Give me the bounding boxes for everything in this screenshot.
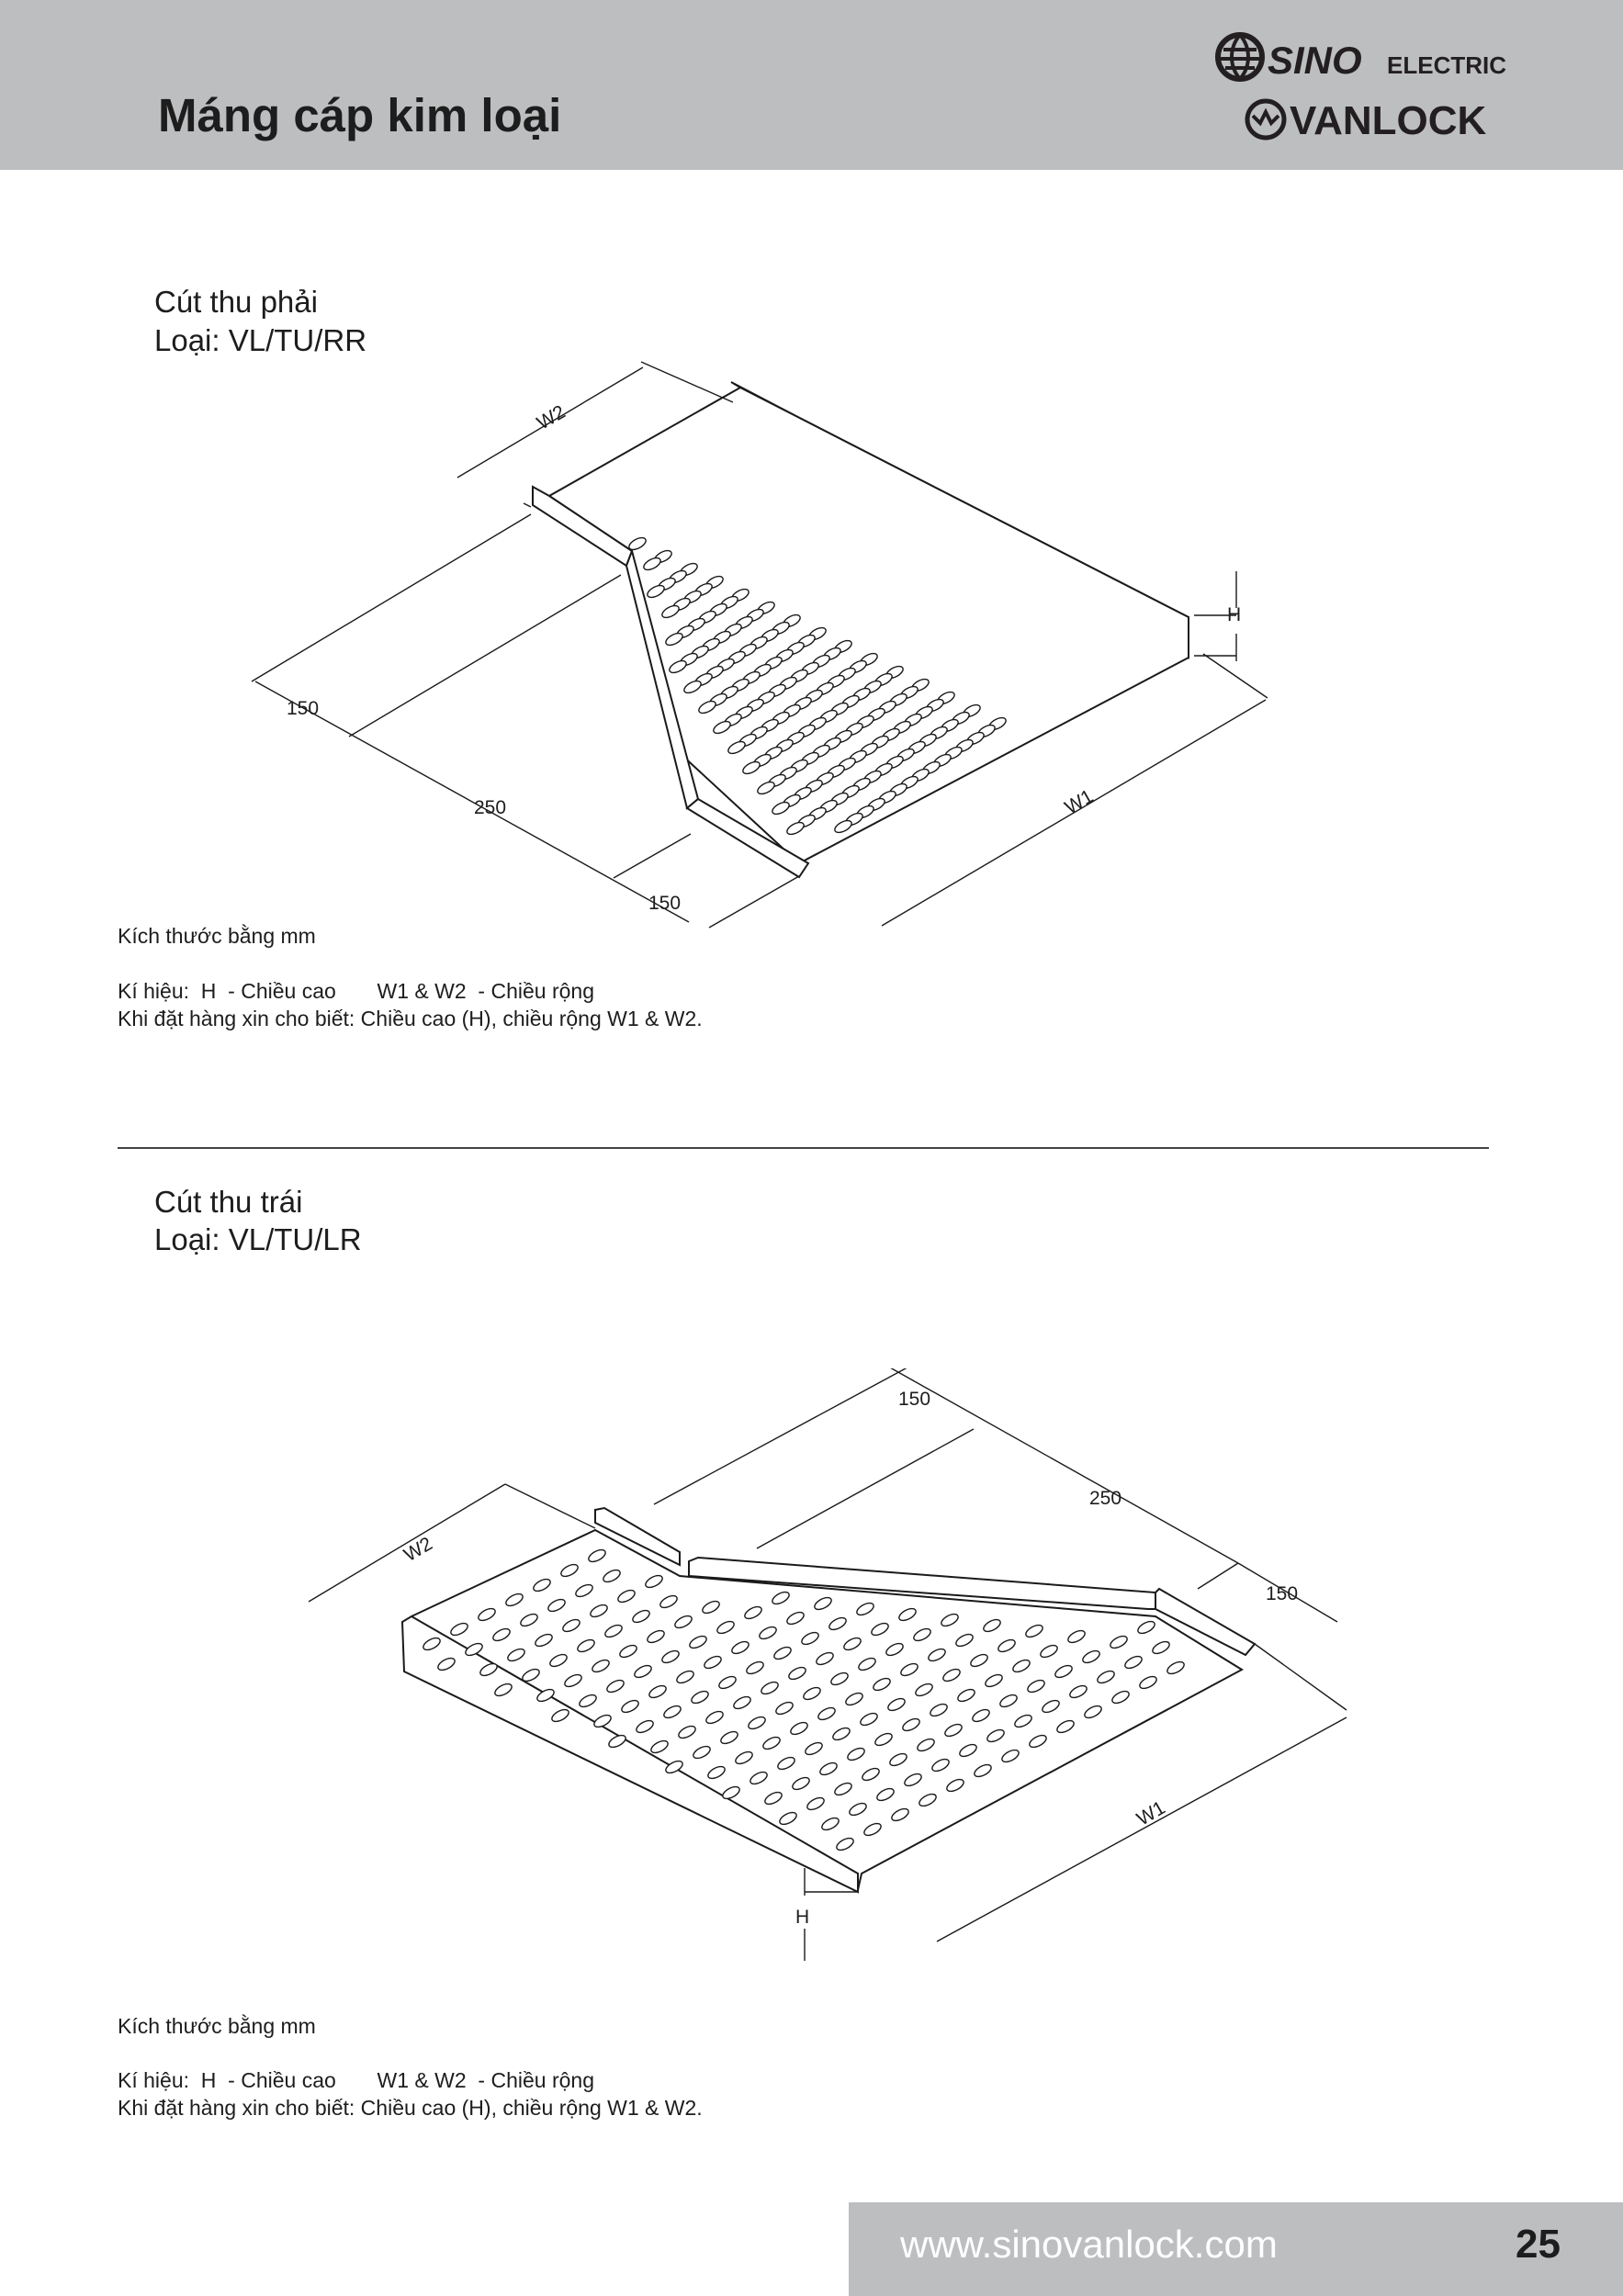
section-1-name: Cút thu phải — [154, 285, 318, 319]
section-1-unit-note: Kích thước bằng mm — [118, 924, 316, 948]
page-number: 25 — [1516, 2222, 1561, 2267]
logo-electric: ELECTRIC — [1387, 51, 1506, 79]
logo-sino: SINO — [1268, 39, 1362, 82]
page-header — [0, 0, 1623, 170]
section-2-legend: Kí hiệu: H - Chiều cao W1 & W2 - Chiều rộng — [118, 2068, 594, 2092]
section-2-name: Cút thu trái — [154, 1185, 303, 1219]
dim-w1: W1 — [1133, 1796, 1169, 1830]
section-divider — [118, 1147, 1489, 1149]
section-2-order-note: Khi đặt hàng xin cho biết: Chiều cao (H), chiều rộng W1 & W2. — [118, 2096, 703, 2120]
section-1-order-note: Khi đặt hàng xin cho biết: Chiều cao (H), chiều rộng W1 & W2. — [118, 1007, 703, 1030]
section-2-unit-note: Kích thước bằng mm — [118, 2014, 316, 2038]
dim-150-b: 150 — [648, 893, 682, 914]
dim-150-a: 150 — [287, 698, 320, 719]
right-reducer-drawing — [0, 349, 1623, 955]
logo-vanlock: VANLOCK — [1290, 98, 1487, 143]
dim-h: H — [795, 1907, 810, 1928]
sino-globe-icon — [1218, 35, 1262, 79]
dim-w2: W2 — [533, 400, 569, 434]
dim-250: 250 — [1089, 1488, 1122, 1509]
footer-website-link[interactable]: www.sinovanlock.com — [900, 2223, 1278, 2266]
page-title: Máng cáp kim loại — [158, 89, 562, 141]
dim-w1: W1 — [1061, 785, 1098, 819]
dim-w2: W2 — [400, 1533, 436, 1567]
section-2-type: Loại: VL/TU/LR — [154, 1222, 362, 1256]
dim-150-a: 150 — [898, 1389, 931, 1410]
dim-250: 250 — [474, 797, 507, 818]
left-reducer-drawing — [0, 1368, 1623, 1975]
section-1-type: Loại: VL/TU/RR — [154, 323, 367, 357]
vanlock-emblem-icon — [1247, 101, 1284, 138]
dim-150-b: 150 — [1266, 1583, 1299, 1604]
dim-h: H — [1227, 604, 1242, 625]
brand-logo — [1212, 28, 1516, 147]
section-1-legend: Kí hiệu: H - Chiều cao W1 & W2 - Chiều rộng — [118, 979, 594, 1003]
